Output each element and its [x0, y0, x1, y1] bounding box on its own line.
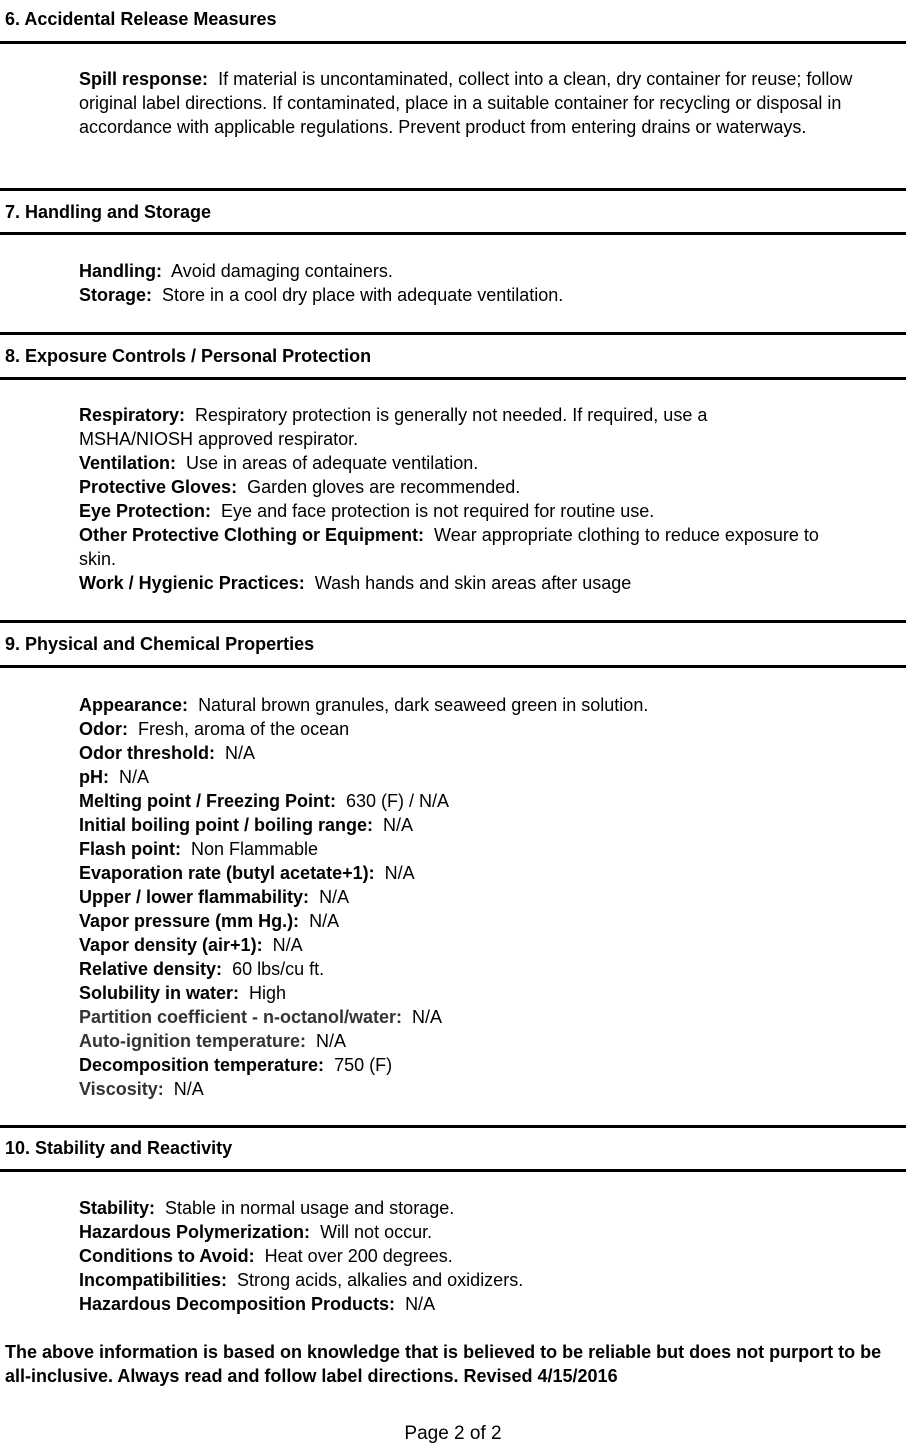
section-7-body — [79, 259, 889, 307]
property-value: N/A — [309, 911, 340, 931]
property-value: N/A — [405, 1294, 436, 1314]
property-label: Hazardous Polymerization: — [79, 1222, 311, 1242]
property-value: Wash hands and skin areas after usage — [314, 573, 632, 593]
section-6-body — [79, 67, 879, 139]
divider — [0, 232, 906, 235]
property-label: Handling: — [79, 261, 162, 281]
property-value: Heat over 200 degrees. — [264, 1246, 453, 1266]
property-label: Stability: — [79, 1198, 156, 1218]
section-9-body — [79, 693, 889, 1101]
property-value: 750 (F) — [334, 1055, 393, 1075]
property-row — [79, 1292, 889, 1316]
property-value: Avoid damaging containers. — [171, 261, 393, 281]
property-label: Storage: — [79, 285, 153, 305]
property-row — [79, 403, 819, 451]
property-label: Initial boiling point / boiling range: — [79, 815, 373, 835]
property-row — [79, 283, 889, 307]
property-label: Other Protective Clothing or Equipment: — [79, 525, 425, 545]
property-value: Respiratory protection is generally not needed. If required, use a MSHA/NIOSH approved respirator. — [79, 405, 708, 449]
property-value: N/A — [412, 1007, 443, 1027]
property-value: Non Flammable — [191, 839, 319, 859]
property-label: Decomposition temperature: — [79, 1055, 325, 1075]
property-value: N/A — [384, 863, 415, 883]
property-row — [79, 693, 889, 717]
section-9-heading: 9. Physical and Chemical Properties — [5, 634, 315, 654]
section-10-body — [79, 1196, 889, 1316]
property-row — [79, 1220, 889, 1244]
property-row — [79, 1268, 889, 1292]
property-row — [79, 741, 889, 765]
property-label: Solubility in water: — [79, 983, 240, 1003]
property-row — [79, 765, 889, 789]
property-label: Odor: — [79, 719, 128, 739]
property-row — [79, 67, 879, 139]
property-label: pH: — [79, 767, 109, 787]
divider — [0, 41, 906, 44]
property-row — [79, 789, 889, 813]
section-8-body — [79, 403, 819, 595]
property-label: Vapor density (air+1): — [79, 935, 263, 955]
property-label: Partition coefficient - n-octanol/water: — [79, 1007, 403, 1027]
property-label: Conditions to Avoid: — [79, 1246, 255, 1266]
divider — [0, 665, 906, 668]
property-value: Natural brown granules, dark seaweed green in solution. — [198, 695, 649, 715]
property-value: Will not occur. — [320, 1222, 433, 1242]
property-label: Viscosity: — [79, 1079, 164, 1099]
property-row — [79, 523, 819, 571]
property-label: Evaporation rate (butyl acetate+1): — [79, 863, 375, 883]
property-label: Vapor pressure (mm Hg.): — [79, 911, 300, 931]
property-value: 60 lbs/cu ft. — [232, 959, 325, 979]
property-row — [79, 1077, 889, 1101]
property-label: Auto-ignition temperature: — [79, 1031, 306, 1051]
property-value: Wear appropriate clothing to reduce exposure to skin. — [79, 525, 819, 569]
property-value: Use in areas of adequate ventilation. — [186, 453, 479, 473]
divider — [0, 1125, 906, 1128]
property-row — [79, 1196, 889, 1220]
property-row — [79, 571, 819, 595]
property-value: Store in a cool dry place with adequate ventilation. — [162, 285, 564, 305]
property-label: Work / Hygienic Practices: — [79, 573, 305, 593]
property-value: N/A — [119, 767, 150, 787]
property-label: Relative density: — [79, 959, 223, 979]
property-label: Flash point: — [79, 839, 181, 859]
divider — [0, 377, 906, 380]
property-label: Protective Gloves: — [79, 477, 238, 497]
property-value: Fresh, aroma of the ocean — [138, 719, 350, 739]
property-value: N/A — [316, 1031, 347, 1051]
property-row — [79, 451, 819, 475]
property-row — [79, 259, 889, 283]
divider — [0, 620, 906, 623]
property-value: Garden gloves are recommended. — [247, 477, 521, 497]
property-row — [79, 957, 889, 981]
property-label: Ventilation: — [79, 453, 177, 473]
property-label: Respiratory: — [79, 405, 186, 425]
property-row — [79, 499, 819, 523]
property-row — [79, 475, 819, 499]
property-row — [79, 909, 889, 933]
property-value: If material is uncontaminated, collect into a clean, dry container for reuse; follow original label directions. If contaminated, place in a suitable container for recycling or disposal in accordance with applicable regulations. Prevent product from entering drains or waterways. — [79, 69, 853, 137]
property-value: 630 (F) / N/A — [346, 791, 450, 811]
property-row — [79, 933, 889, 957]
section-6-heading: 6. Accidental Release Measures — [5, 9, 277, 29]
property-value: N/A — [272, 935, 303, 955]
divider — [0, 1169, 906, 1172]
property-row — [79, 981, 889, 1005]
property-value: N/A — [173, 1079, 204, 1099]
property-value: N/A — [225, 743, 256, 763]
disclaimer: The above information is based on knowledge that is believed to be reliable but does not purport to be all-inclusive. Always read and follow label directions. Revised 4/15/2016 — [5, 1342, 882, 1386]
property-label: Incompatibilities: — [79, 1270, 228, 1290]
divider — [0, 332, 906, 335]
property-label: Upper / lower flammability: — [79, 887, 310, 907]
property-label: Appearance: — [79, 695, 189, 715]
property-value: Eye and face protection is not required for routine use. — [221, 501, 655, 521]
property-row — [79, 1005, 889, 1029]
property-row — [79, 861, 889, 885]
property-value: Stable in normal usage and storage. — [165, 1198, 455, 1218]
property-label: Odor threshold: — [79, 743, 215, 763]
property-row — [79, 717, 889, 741]
property-label: Melting point / Freezing Point: — [79, 791, 336, 811]
section-7-heading: 7. Handling and Storage — [5, 202, 212, 222]
property-row — [79, 1029, 889, 1053]
section-8-heading: 8. Exposure Controls / Personal Protection — [5, 346, 372, 366]
page-number: Page 2 of 2 — [404, 1423, 502, 1444]
property-label: Hazardous Decomposition Products: — [79, 1294, 396, 1314]
property-value: N/A — [382, 815, 413, 835]
property-row — [79, 1053, 889, 1077]
property-row — [79, 813, 889, 837]
property-label: Spill response: — [79, 69, 209, 89]
property-value: N/A — [319, 887, 350, 907]
divider — [0, 188, 906, 191]
property-row — [79, 1244, 889, 1268]
section-10-heading: 10. Stability and Reactivity — [5, 1138, 233, 1158]
property-label: Eye Protection: — [79, 501, 212, 521]
property-value: Strong acids, alkalies and oxidizers. — [237, 1270, 524, 1290]
property-row — [79, 885, 889, 909]
property-row — [79, 837, 889, 861]
property-value: High — [249, 983, 287, 1003]
